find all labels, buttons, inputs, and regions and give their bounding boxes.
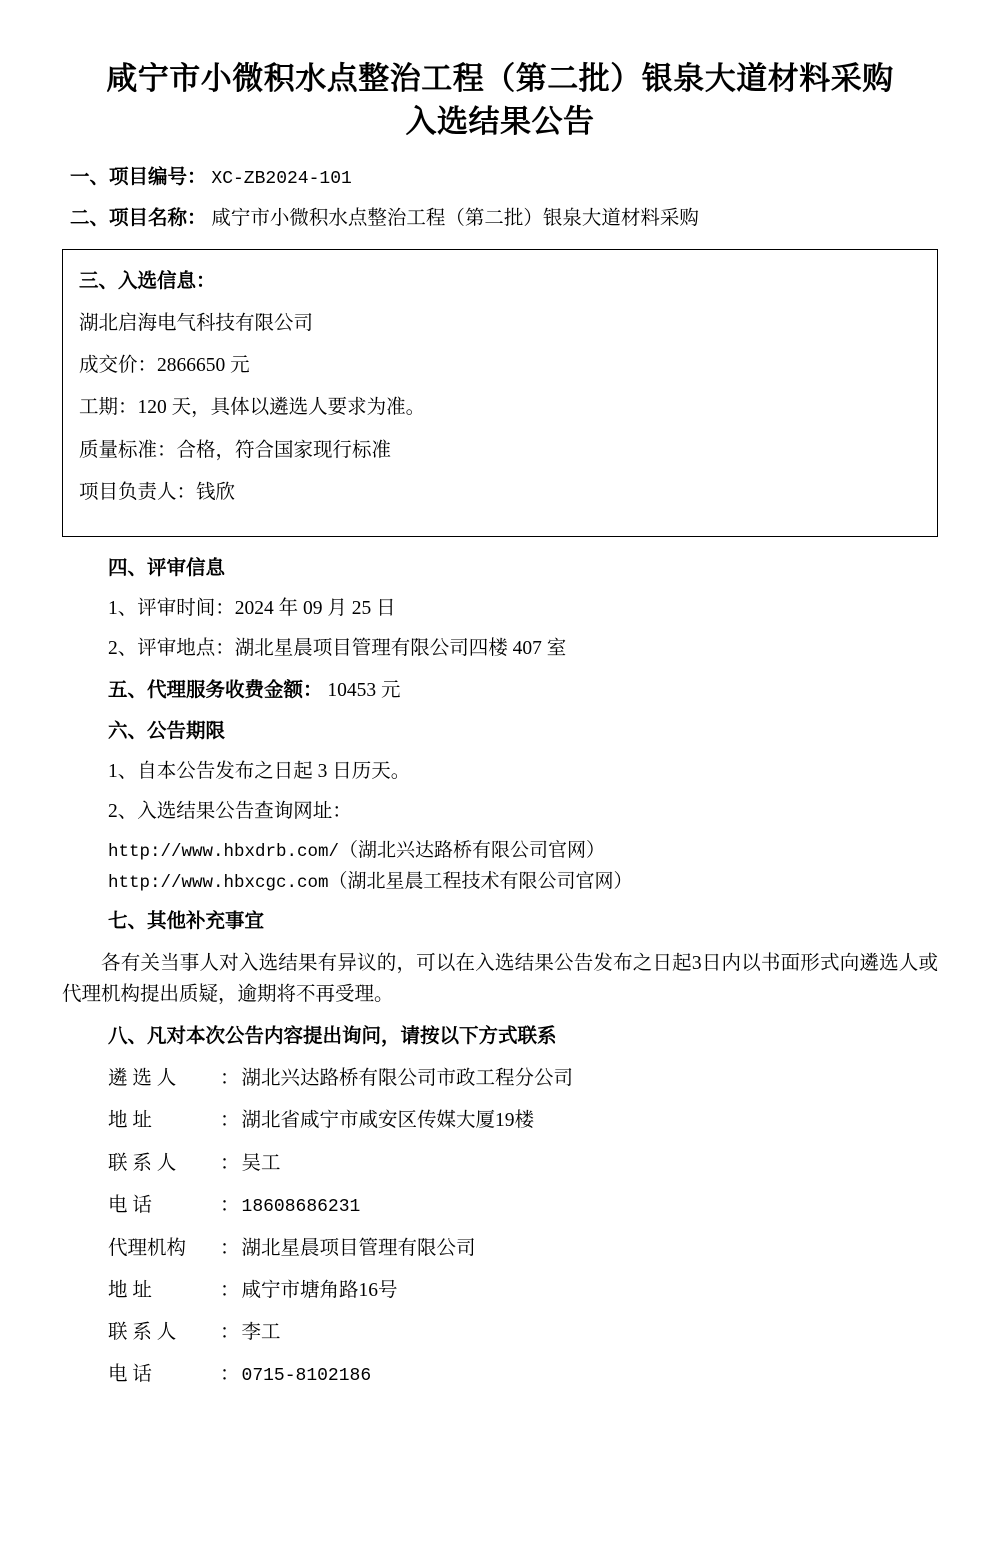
selected-quality: 质量标准：合格，符合国家现行标准 — [79, 439, 392, 461]
contact-row-selector-person — [108, 1149, 938, 1179]
contact-separator: ： — [220, 1364, 240, 1386]
contact-value: 吴工 — [241, 1152, 281, 1174]
contact-label: 联 系 人 — [108, 1322, 177, 1344]
selected-company: 湖北启海电气科技有限公司 — [79, 312, 314, 334]
agency-fee-label: 五、代理服务收费金额： — [108, 678, 323, 701]
project-number-value: XC-ZB2024-101 — [211, 168, 352, 189]
contact-row-agency-address — [108, 1276, 938, 1306]
agency-fee-value: 10453 元 — [327, 679, 401, 701]
contact-value: 湖北兴达路桥有限公司市政工程分公司 — [241, 1068, 574, 1090]
contact-row-selector-address — [108, 1106, 938, 1136]
review-time-row: 1、评审时间：2024 年 09 月 25 日 — [108, 598, 396, 620]
contact-row-agency-person — [108, 1318, 938, 1348]
announcement-period-item1: 1、自本公告发布之日起 3 日历天。 — [108, 761, 411, 783]
agency-fee-row — [108, 675, 938, 706]
contact-row-agency-phone — [108, 1360, 938, 1391]
other-matters-body: 各有关当事人对入选结果有异议的，可以在入选结果公告发布之日起3日内以书面形式向遴选人或代理机构提出质疑，逾期将不再受理。 — [62, 952, 938, 1006]
contact-row-selector-phone — [108, 1191, 938, 1222]
review-info-heading: 四、评审信息 — [108, 556, 226, 579]
selected-price: 成交价：2866650 元 — [79, 355, 250, 377]
project-name-label: 二、项目名称： — [70, 207, 207, 230]
contact-label: 地 址 — [108, 1110, 152, 1132]
contact-separator: ： — [220, 1110, 240, 1132]
project-name-row — [70, 203, 938, 234]
query-url-note-2: （湖北星晨工程技术有限公司官网） — [328, 870, 633, 892]
contact-separator: ： — [220, 1279, 240, 1301]
contact-label: 遴 选 人 — [108, 1068, 177, 1090]
contact-label: 电 话 — [108, 1364, 152, 1386]
review-place-row: 2、评审地点：湖北星晨项目管理有限公司四楼 407 室 — [108, 638, 567, 660]
selected-info-heading: 三、入选信息： — [79, 269, 216, 292]
contact-value: 咸宁市塘角路16号 — [241, 1279, 398, 1301]
contact-label: 地 址 — [108, 1279, 152, 1301]
other-matters-heading: 七、其他补充事宜 — [108, 910, 265, 933]
announcement-period-heading: 六、公告期限 — [108, 719, 226, 742]
selected-duration: 工期：120 天，具体以遴选人要求为准。 — [79, 397, 426, 419]
contact-label: 联 系 人 — [108, 1152, 177, 1174]
query-url-row-2 — [108, 868, 938, 897]
contact-separator: ： — [220, 1322, 240, 1344]
contact-heading: 八、凡对本次公告内容提出询问，请按以下方式联系 — [108, 1024, 557, 1047]
project-number-label: 一、项目编号： — [70, 165, 207, 188]
contact-row-agency — [108, 1234, 938, 1264]
project-number-row — [70, 162, 938, 194]
contact-separator: ： — [220, 1237, 240, 1259]
contact-value: 湖北星晨项目管理有限公司 — [241, 1237, 476, 1259]
query-url-1[interactable]: http://www.hbxdrb.com/ — [108, 842, 340, 863]
announcement-period-item2: 2、入选结果公告查询网址： — [108, 801, 352, 823]
contact-value: 0715-8102186 — [241, 1366, 372, 1387]
contact-label: 电 话 — [108, 1194, 152, 1216]
contact-separator: ： — [220, 1194, 240, 1216]
page-title: 咸宁市小微积水点整治工程（第二批）银泉大道材料采购入选结果公告 — [106, 61, 894, 139]
selected-manager: 项目负责人：钱欣 — [79, 481, 236, 503]
contact-value: 18608686231 — [241, 1196, 361, 1217]
contact-row-selector — [108, 1064, 938, 1094]
query-url-note-1: （湖北兴达路桥有限公司官网） — [339, 840, 606, 862]
contact-separator: ： — [220, 1068, 240, 1090]
query-url-2[interactable]: http://www.hbxcgc.com — [108, 872, 329, 893]
project-name-value: 咸宁市小微积水点整治工程（第二批）银泉大道材料采购 — [211, 208, 699, 230]
contact-separator: ： — [220, 1152, 240, 1174]
contact-value: 湖北省咸宁市咸安区传媒大厦19楼 — [241, 1110, 535, 1132]
contact-value: 李工 — [241, 1322, 281, 1344]
query-url-row-1 — [108, 837, 938, 866]
selected-info-box — [62, 249, 938, 537]
contact-label: 代理机构 — [108, 1237, 187, 1259]
